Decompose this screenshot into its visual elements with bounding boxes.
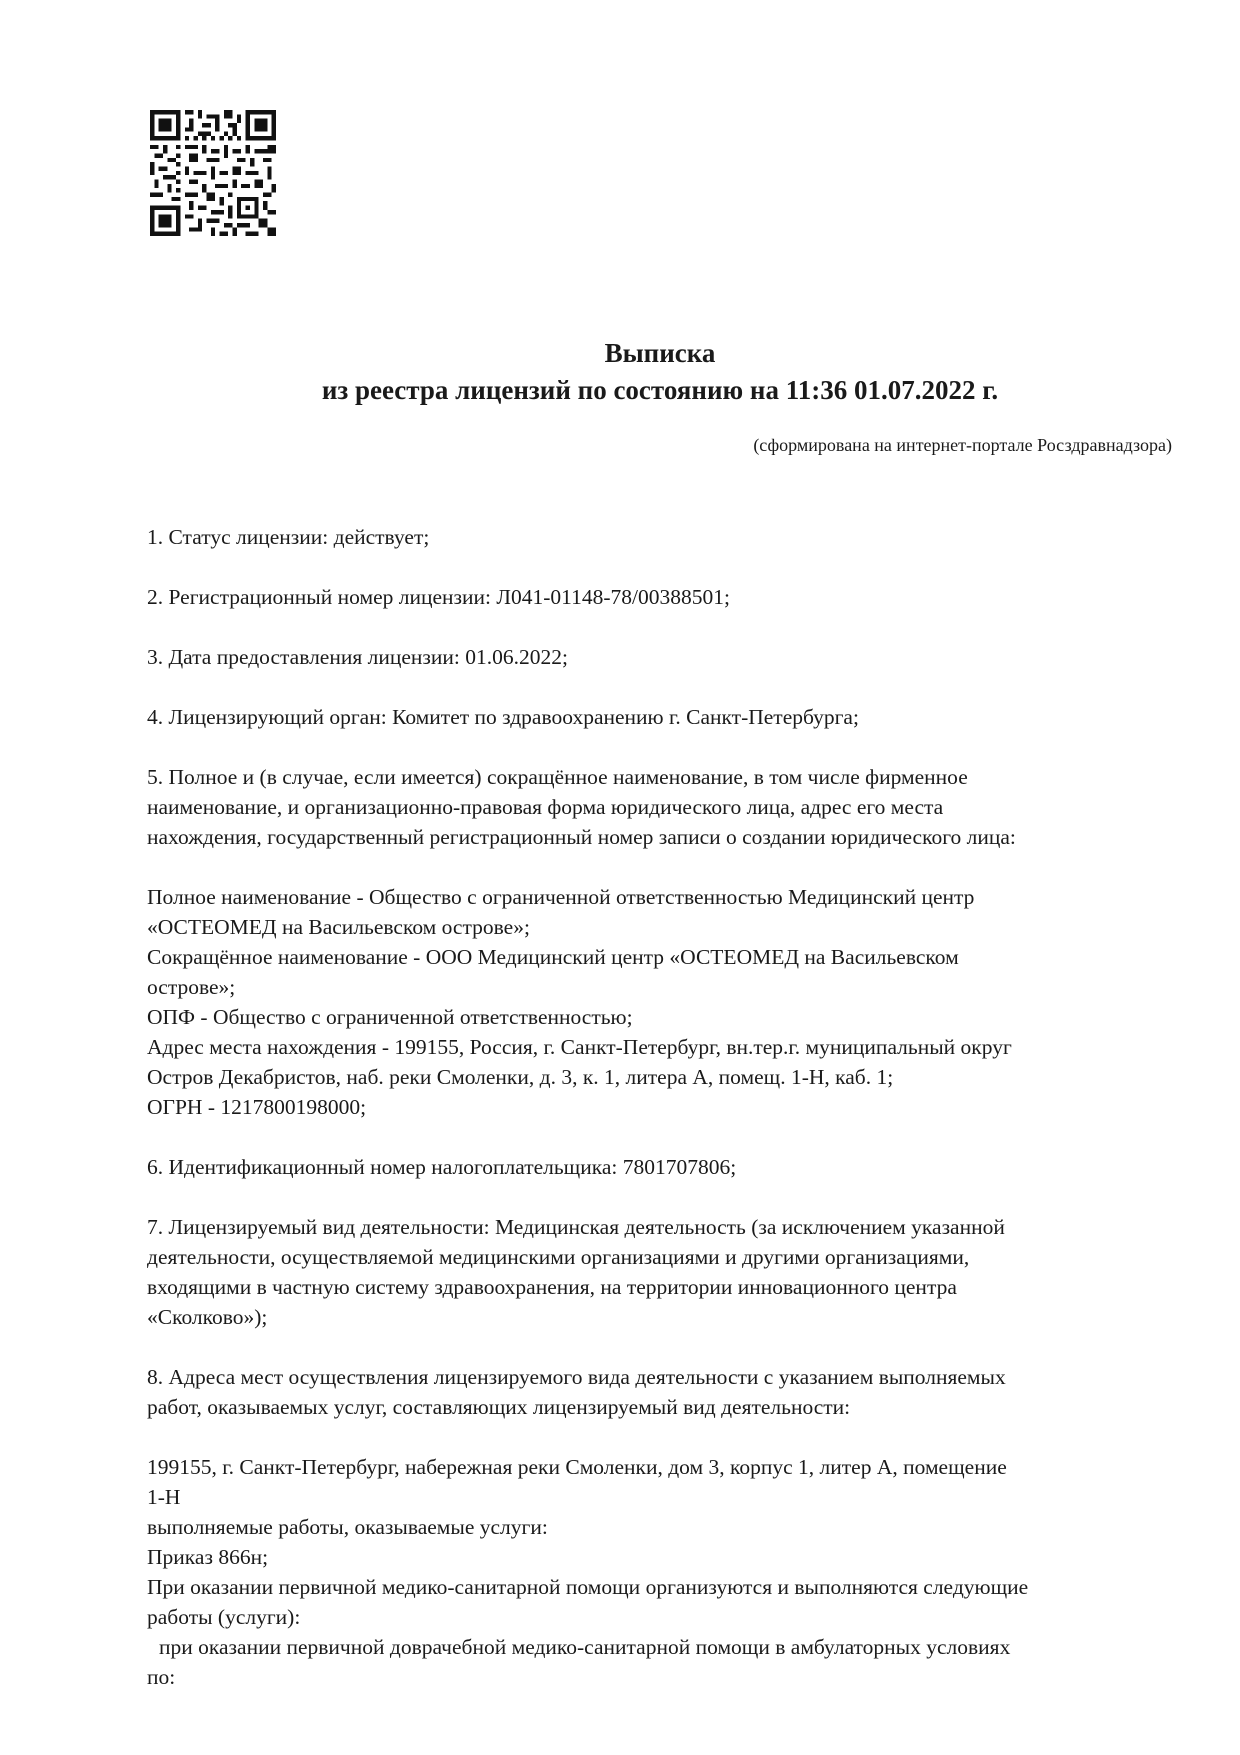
text-line: работ, оказываемых услуг, составляющих лицензируемый вид деятельности:: [147, 1395, 851, 1419]
text-line: при оказании первичной доврачебной медико-санитарной помощи в амбулаторных условиях: [159, 1635, 1011, 1659]
text-line: 7. Лицензируемый вид деятельности: Медицинская деятельность (за исключением указанной: [147, 1215, 1005, 1239]
ogrn: ОГРН - 1217800198000;: [147, 1095, 367, 1119]
title-line-2: из реестра лицензий по состоянию на 11:36 01.07.2022 г.: [321, 375, 999, 405]
legal-address: Адрес места нахождения - 199155, Россия, г. Санкт-Петербург, вн.тер.г. муниципальный округ: [147, 1035, 1012, 1059]
text-line: 8. Адреса мест осуществления лицензируемого вида деятельности с указанием выполняемых: [147, 1365, 1006, 1389]
inn: 6. Идентификационный номер налогоплательщика: 7801707806;: [147, 1155, 737, 1179]
license-number: 2. Регистрационный номер лицензии: Л041-01148-78/00388501;: [147, 585, 730, 609]
short-name: Сокращённое наименование - ООО Медицинский центр «ОСТЕОМЕД на Васильевском: [147, 945, 959, 969]
entity-section-heading: [147, 762, 1177, 852]
site-address: 1-Н: [147, 1485, 181, 1509]
document-title: [0, 335, 1240, 409]
activity-type: [147, 1212, 1177, 1332]
license-status: 1. Статус лицензии: действует;: [147, 525, 430, 549]
legal-address: Остров Декабристов, наб. реки Смоленки, д. 3, к. 1, литера А, помещ. 1-Н, каб. 1;: [147, 1065, 894, 1089]
full-name: Полное наименование - Общество с ограниченной ответственностью Медицинский центр: [147, 885, 975, 909]
license-date: 3. Дата предоставления лицензии: 01.06.2022;: [147, 645, 568, 669]
activity-addresses-heading: [147, 1362, 1177, 1422]
text-line: нахождения, государственный регистрационный номер записи о создании юридического лица:: [147, 825, 1016, 849]
order-ref: Приказ 866н;: [147, 1545, 269, 1569]
text-line: деятельности, осуществляемой медицинскими организациями и другими организациями,: [147, 1245, 970, 1269]
short-name: острове»;: [147, 975, 236, 999]
text-line: 5. Полное и (в случае, если имеется) сокращённое наименование, в том числе фирменное: [147, 765, 968, 789]
text-line: входящими в частную систему здравоохранения, на территории инновационного центра: [147, 1275, 957, 1299]
entity-details: [147, 882, 1177, 1122]
document-body: [147, 522, 1177, 1692]
text-line: работы (услуги):: [147, 1605, 301, 1629]
title-line-1: Выписка: [604, 338, 716, 368]
qr-code: [150, 110, 276, 236]
portal-note: (сформирована на интернет-портале Росздравнадзора): [753, 435, 1172, 455]
activity-site: [147, 1452, 1177, 1692]
text-line: по:: [147, 1665, 176, 1689]
legal-form: ОПФ - Общество с ограниченной ответственностью;: [147, 1005, 633, 1029]
licensing-authority: 4. Лицензирующий орган: Комитет по здравоохранению г. Санкт-Петербурга;: [147, 705, 859, 729]
site-address: 199155, г. Санкт-Петербург, набережная реки Смоленки, дом 3, корпус 1, литер А, помещение: [147, 1455, 1007, 1479]
text-line: наименование, и организационно-правовая форма юридического лица, адрес его места: [147, 795, 944, 819]
works-label: выполняемые работы, оказываемые услуги:: [147, 1515, 548, 1539]
full-name: «ОСТЕОМЕД на Васильевском острове»;: [147, 915, 530, 939]
text-line: При оказании первичной медико-санитарной помощи организуются и выполняются следующие: [147, 1575, 1029, 1599]
text-line: «Сколково»);: [147, 1305, 268, 1329]
